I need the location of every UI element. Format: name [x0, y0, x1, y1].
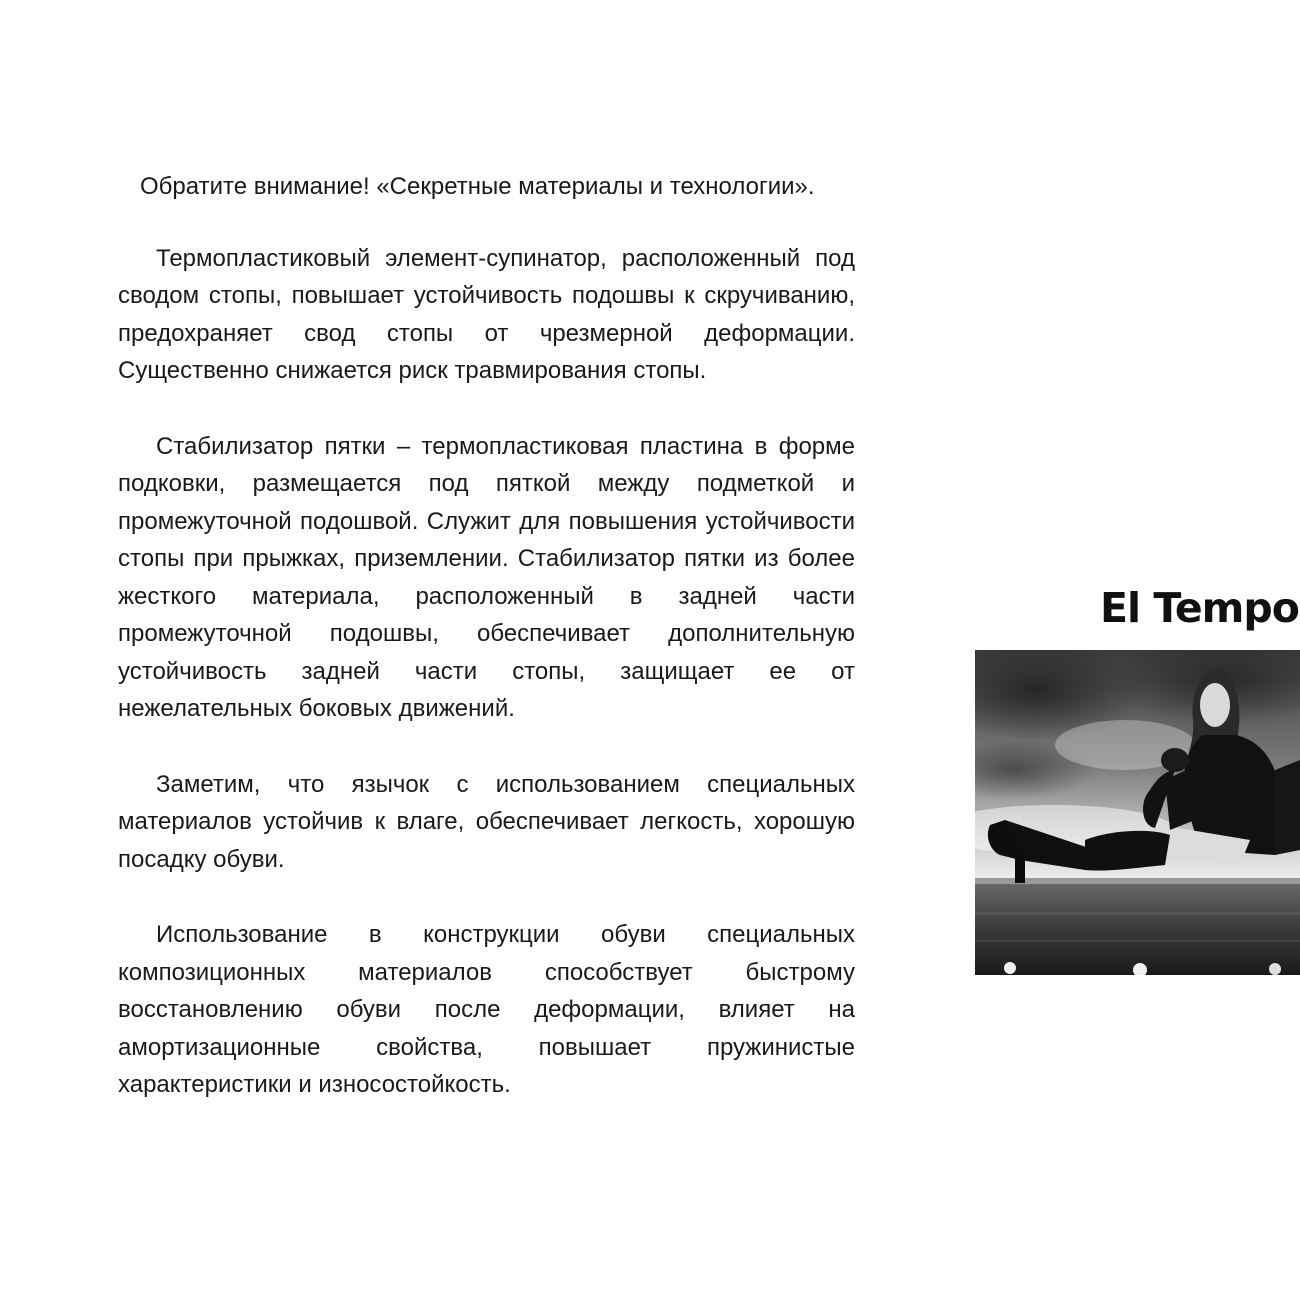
- photo-woman-sitting: [975, 650, 1300, 975]
- paragraph-tongue: Заметим, что язычок с использованием специальных материалов устойчив к влаге, обеспечивает легкость, хорошую посадку обуви.: [118, 770, 855, 873]
- brand-logo: El Tempo: [1100, 584, 1299, 632]
- article-body: [118, 168, 855, 1142]
- paragraph-heel-stabilizer: Стабилизатор пятки – термопластиковая пластина в форме подковки, размещается под пяткой между подметкой и промежуточной подошвой. Служит для повышения устойчивости стопы при прыжках, приземлении. Стабилизатор пятки из более жесткого материала, расположенный в задней части промежуточной подошвы, обеспечивает дополнительную устойчивость задней части стопы, защищает ее от нежелательных боковых движений.: [118, 432, 855, 722]
- paragraph-supinator: Термопластиковый элемент-супинатор, расположенный под сводом стопы, повышает устойчивость подошвы к скручиванию, предохраняет свод стопы от чрезмерной деформации. Существенно снижается риск травмирования стопы.: [118, 244, 855, 384]
- paragraph-composite-materials: Использование в конструкции обуви специальных композиционных материалов способствует быстрому восстановлению обуви после деформации, влияет на амортизационные свойства, повышает пружинистые характеристики и износостойкость.: [118, 921, 855, 1098]
- intro-line: Обратите внимание! «Секретные материалы и технологии».: [140, 173, 815, 200]
